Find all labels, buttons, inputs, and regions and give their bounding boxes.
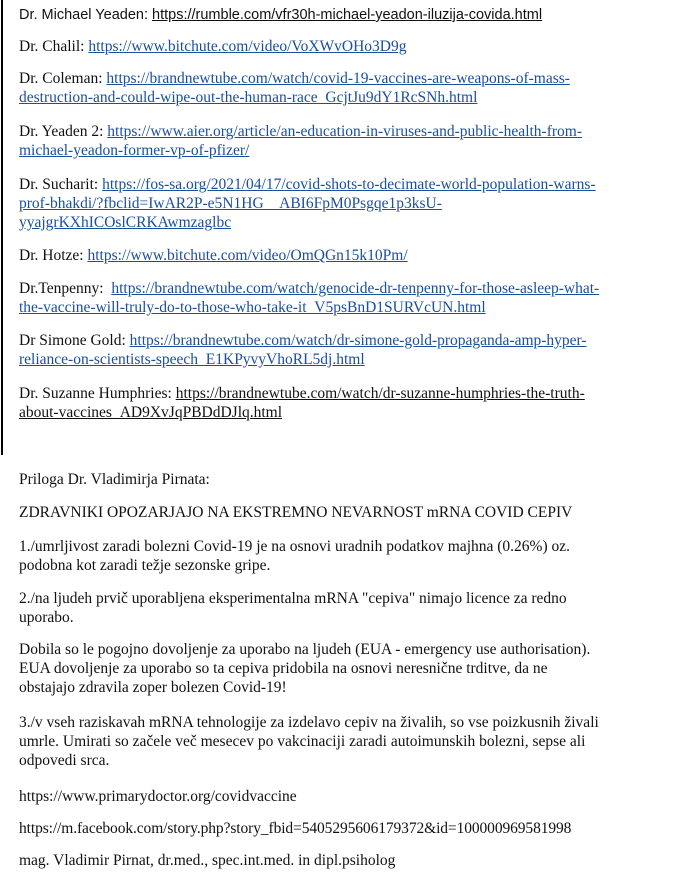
link-entry-simone-gold [19,331,669,369]
link-url[interactable]: https://www.bitchute.com/video/VoXWvOHo3D9g [88,38,407,55]
link-url-line2[interactable]: the-vaccine-will-truly-do-to-those-who-take-it_V5psBnD1SURVcUN.html [19,299,486,316]
eua-line1: Dobila so le pogojno dovoljenje za uporabo na ljudeh (EUA - emergency use authorisation). [19,641,591,658]
link-entry-sucharit [19,175,669,232]
eua-paragraph [19,640,669,697]
point-1 [19,537,669,575]
entry-label: Dr Simone Gold: [19,332,130,349]
point-2-line2: uporabo. [19,609,74,626]
left-margin-line [1,0,3,455]
link-url-line1[interactable]: https://fos-sa.org/2021/04/17/covid-shots-to-decimate-world-population-warns- [102,176,596,193]
entry-label: Dr. Yeaden 2: [19,123,108,140]
signature: mag. Vladimir Pirnat, dr.med., spec.int.med. in dipl.psiholog [19,852,396,869]
link-url-line2[interactable]: about-vaccines_AD9XvJqPBDdDJlq.html [19,404,283,421]
source-url-facebook: https://m.facebook.com/story.php?story_fbid=5405295606179372&id=100000969581998 [19,820,572,837]
point-3-line1: 3./v vseh raziskavah mRNA tehnologije za izdelavo cepiv na živalih, so vse poizkusnih živali [19,714,599,731]
point-2-line1: 2./na ljudeh prvič uporabljena eksperimentalna mRNA "cepiva" nimajo licence za redno [19,590,567,607]
link-url-line2[interactable]: reliance-on-scientists-speech_E1KPyvyVhoRL5dj.html [19,351,365,368]
point-1-line1: 1./umrljivost zaradi bolezni Covid-19 je na osnovi uradnih podatkov majhna (0.26%) oz. [19,538,570,555]
entry-label: Dr.Tenpenny: [19,280,112,297]
point-3-line3: odpovedi srca. [19,752,110,769]
link-url-line2[interactable]: michael-yeadon-former-vp-of-pfizer/ [19,142,250,159]
eua-line2: EUA dovoljenje za uporabo so ta cepiva pridobila na osnovi neresnične trditve, da ne [19,660,548,677]
point-3-line2: umrle. Umirati so začele več mesecev po vakcinaciji zaradi autoimunskih bolezni, sepse ali [19,733,586,750]
point-2 [19,589,669,627]
document-title: ZDRAVNIKI OPOZARJAJO NA EKSTREMNO NEVARNOST mRNA COVID CEPIV [19,504,573,521]
entry-label: Dr. Hotze: [19,247,88,264]
eua-line3: obstajajo zdravila zoper bolezen Covid-19! [19,679,287,696]
link-url-line2[interactable]: prof-bhakdi/?fbclid=IwAR2P-e5N1HG__ABI6FpM0Psgqe1p3ksU- [19,195,442,212]
entry-label: Dr. Michael Yeaden: [19,7,153,23]
link-entry-yeaden-2 [19,122,669,160]
point-3 [19,713,669,770]
source-url-primarydoctor: https://www.primarydoctor.org/covidvaccine [19,788,297,805]
point-1-line2: podobna kot zaradi težje sezonske gripe. [19,557,271,574]
link-url-line1[interactable]: https://brandnewtube.com/watch/genocide-dr-tenpenny-for-those-asleep-what- [111,280,600,297]
link-url[interactable]: https://www.bitchute.com/video/OmQGn15k10Pm/ [87,247,408,264]
link-url[interactable]: https://rumble.com/vfr30h-michael-yeadon-iluzija-covida.html [152,7,543,23]
link-entry-yeaden [19,6,669,25]
link-url-line3[interactable]: yyajgrKXhICOslCRKAwmzaglbc [19,214,232,231]
attachment-heading: Priloga Dr. Vladimirja Pirnata: [19,471,210,488]
link-url-line1[interactable]: https://brandnewtube.com/watch/dr-simone-gold-propaganda-amp-hyper- [129,332,587,349]
link-url-line1[interactable]: https://www.aier.org/article/an-education-in-viruses-and-public-health-from- [107,123,583,140]
entry-label: Dr. Suzanne Humphries: [19,385,176,402]
link-entry-humphries [19,384,669,422]
entry-label: Dr. Sucharit: [19,176,103,193]
link-entry-chalil [19,37,669,56]
link-entry-coleman [19,69,669,107]
entry-label: Dr. Chalil: [19,38,89,55]
entry-label: Dr. Coleman: [19,70,107,87]
link-url-line1[interactable]: https://brandnewtube.com/watch/dr-suzanne-humphries-the-truth- [175,385,585,402]
link-entry-tenpenny [19,279,669,317]
link-url-line1[interactable]: https://brandnewtube.com/watch/covid-19-vaccines-are-weapons-of-mass- [106,70,570,87]
link-url-line2[interactable]: destruction-and-could-wipe-out-the-human-race_GcjtJu9dY1RcSNh.html [19,89,478,106]
link-entry-hotze [19,246,669,265]
